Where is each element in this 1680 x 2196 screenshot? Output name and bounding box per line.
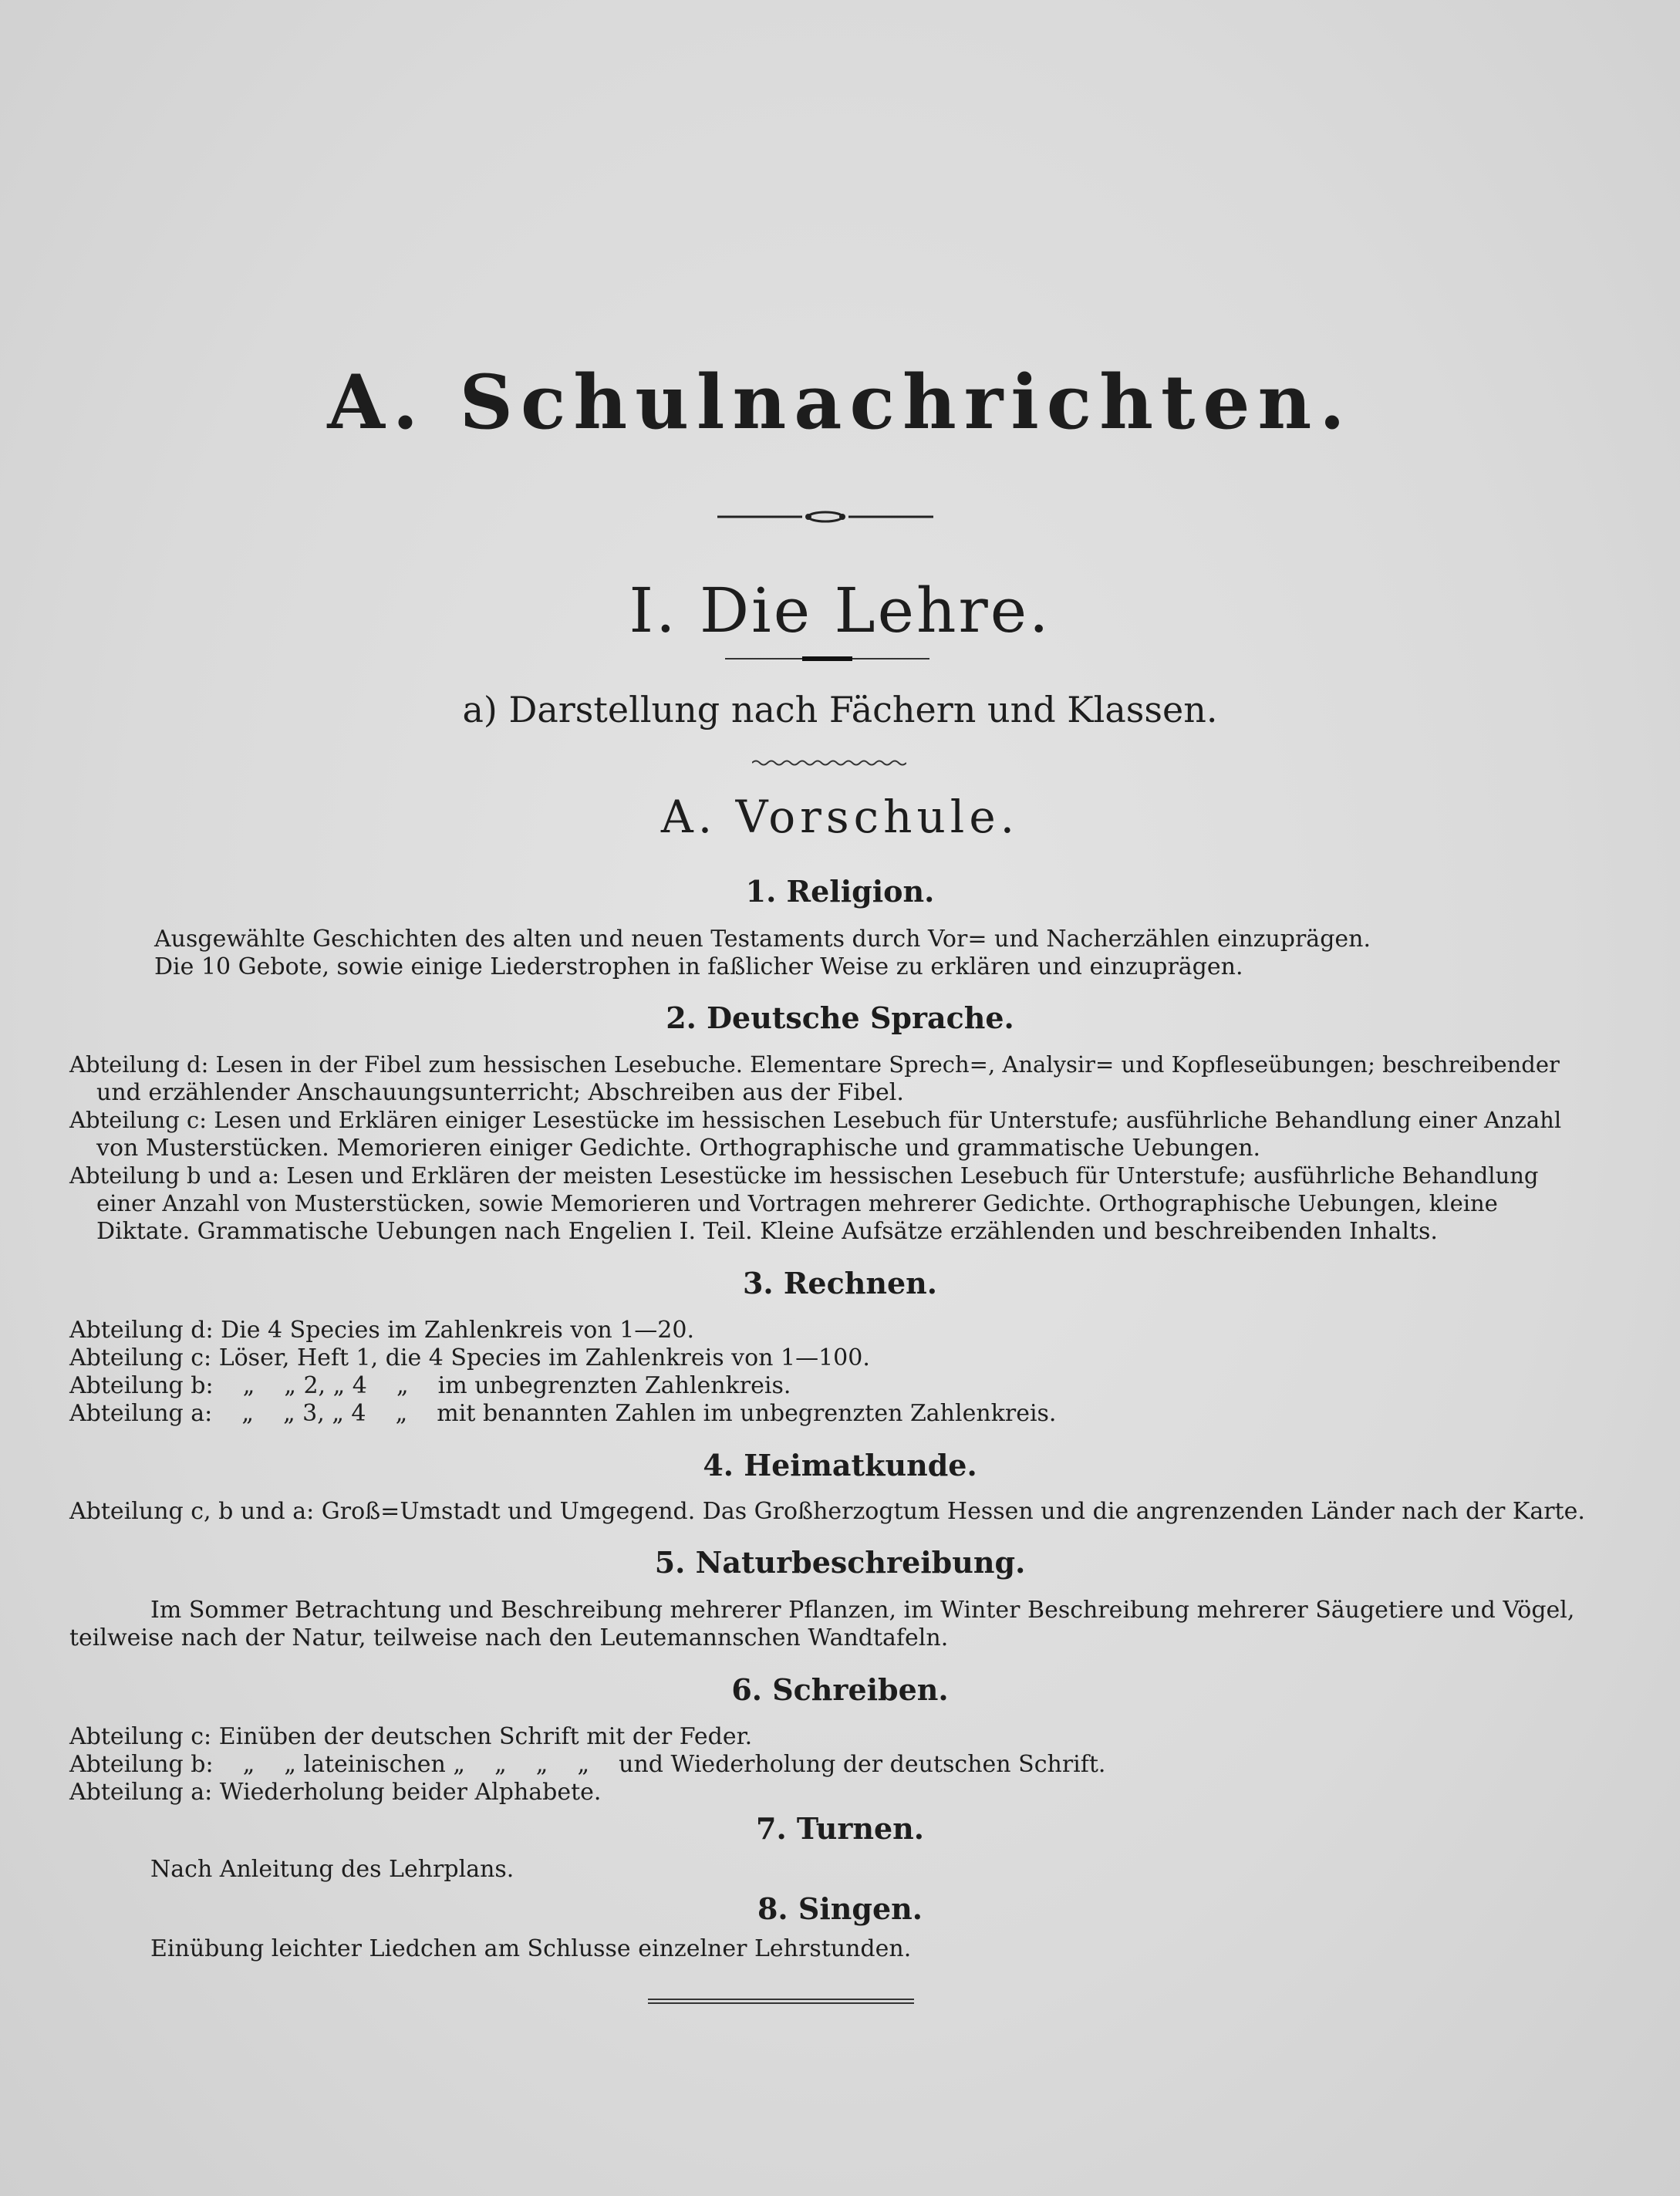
subject-title-naturbeschreibung: 5. Naturbeschreibung. [654, 1545, 1026, 1580]
subject-title-rechnen: 3. Rechnen. [742, 1266, 938, 1300]
section-title: I. Die Lehre. [629, 575, 1051, 646]
text-line: Im Sommer Betrachtung und Beschreibung mehrerer Pflanzen, im Winter Beschreibung mehrerer Säugetiere und Vögel, [150, 1597, 1575, 1624]
section-rule [725, 656, 929, 662]
text-line: und erzählender Anschauungsunterricht; Abschreiben aus der Fibel. [96, 1079, 904, 1106]
subject-title-singen: 8. Singen. [757, 1891, 923, 1926]
text-line: Abteilung a: „ „ 3, „ 4 „ mit benannten Zahlen im unbegrenzten Zahlenkreis. [69, 1400, 1057, 1427]
text-line: Ausgewählte Geschichten des alten und neuen Testaments durch Vor= und Nacherzählen einzuprägen. [154, 926, 1371, 953]
text-line: Die 10 Gebote, sowie einige Liederstrophen in faßlicher Weise zu erklären und einzuprägen. [154, 953, 1243, 980]
text-line: Abteilung b: „ „ 2, „ 4 „ im unbegrenzten Zahlenkreis. [69, 1372, 791, 1399]
text-line: Abteilung d: Die 4 Species im Zahlenkreis von 1—20. [69, 1317, 695, 1344]
title-ornament-icon [717, 509, 933, 525]
subject-title-turnen: 7. Turnen. [756, 1811, 924, 1846]
text-line: Abteilung c: Lesen und Erklären einiger Lesestücke im hessischen Lesebuch für Unterstufe; ausführliche Behandlung einer Anzahl [69, 1107, 1562, 1133]
subtitle: a) Darstellung nach Fächern und Klassen. [462, 689, 1218, 730]
text-line: Abteilung c: Einüben der deutschen Schrift mit der Feder. [69, 1723, 753, 1750]
text-line: Diktate. Grammatische Uebungen nach Engelien I. Teil. Kleine Aufsätze erzählenden und beschreibenden Inhalts. [96, 1218, 1438, 1245]
text-line: Abteilung c: Löser, Heft 1, die 4 Species im Zahlenkreis von 1—100. [69, 1344, 870, 1371]
text-line: teilweise nach der Natur, teilweise nach den Leutemannschen Wandtafeln. [69, 1624, 949, 1651]
squiggle-divider-icon [752, 757, 906, 768]
text-line: Nach Anleitung des Lehrplans. [150, 1856, 514, 1883]
subject-title-religion: 1. Religion. [745, 874, 935, 909]
subject-title-heimatkunde: 4. Heimatkunde. [703, 1448, 977, 1483]
bottom-double-rule [648, 1998, 914, 2005]
text-line: Abteilung b: „ „ lateinischen „ „ „ „ und Wiederholung der deutschen Schrift. [69, 1751, 1106, 1778]
subject-title-deutsche-sprache: 2. Deutsche Sprache. [666, 1000, 1014, 1035]
text-line: Abteilung d: Lesen in der Fibel zum hessischen Lesebuche. Elementare Sprech=, Analysir= und Kopfleseübungen; beschreibender [69, 1051, 1560, 1078]
text-line: Einübung leichter Liedchen am Schlusse einzelner Lehrstunden. [150, 1935, 912, 1962]
text-line: Abteilung a: Wiederholung beider Alphabete. [69, 1779, 602, 1806]
text-line: einer Anzahl von Musterstücken, sowie Memorieren und Vortragen mehrerer Gedichte. Orthographische Uebungen, kleine [96, 1190, 1498, 1216]
text-line: Abteilung c, b und a: Groß=Umstadt und Umgegend. Das Großherzogtum Hessen und die angrenzenden Länder nach der Karte. [69, 1498, 1585, 1525]
text-line: Abteilung b und a: Lesen und Erklären der meisten Lesestücke im hessischen Lesebuch für Unterstufe; ausführliche Behandlung [69, 1162, 1539, 1189]
subject-title-schreiben: 6. Schreiben. [731, 1672, 949, 1707]
text-line: von Musterstücken. Memorieren einiger Gedichte. Orthographische und grammatische Uebungen. [96, 1135, 1261, 1162]
part-title: A. Vorschule. [660, 791, 1020, 843]
main-title: A. Schulnachrichten. [327, 359, 1353, 446]
